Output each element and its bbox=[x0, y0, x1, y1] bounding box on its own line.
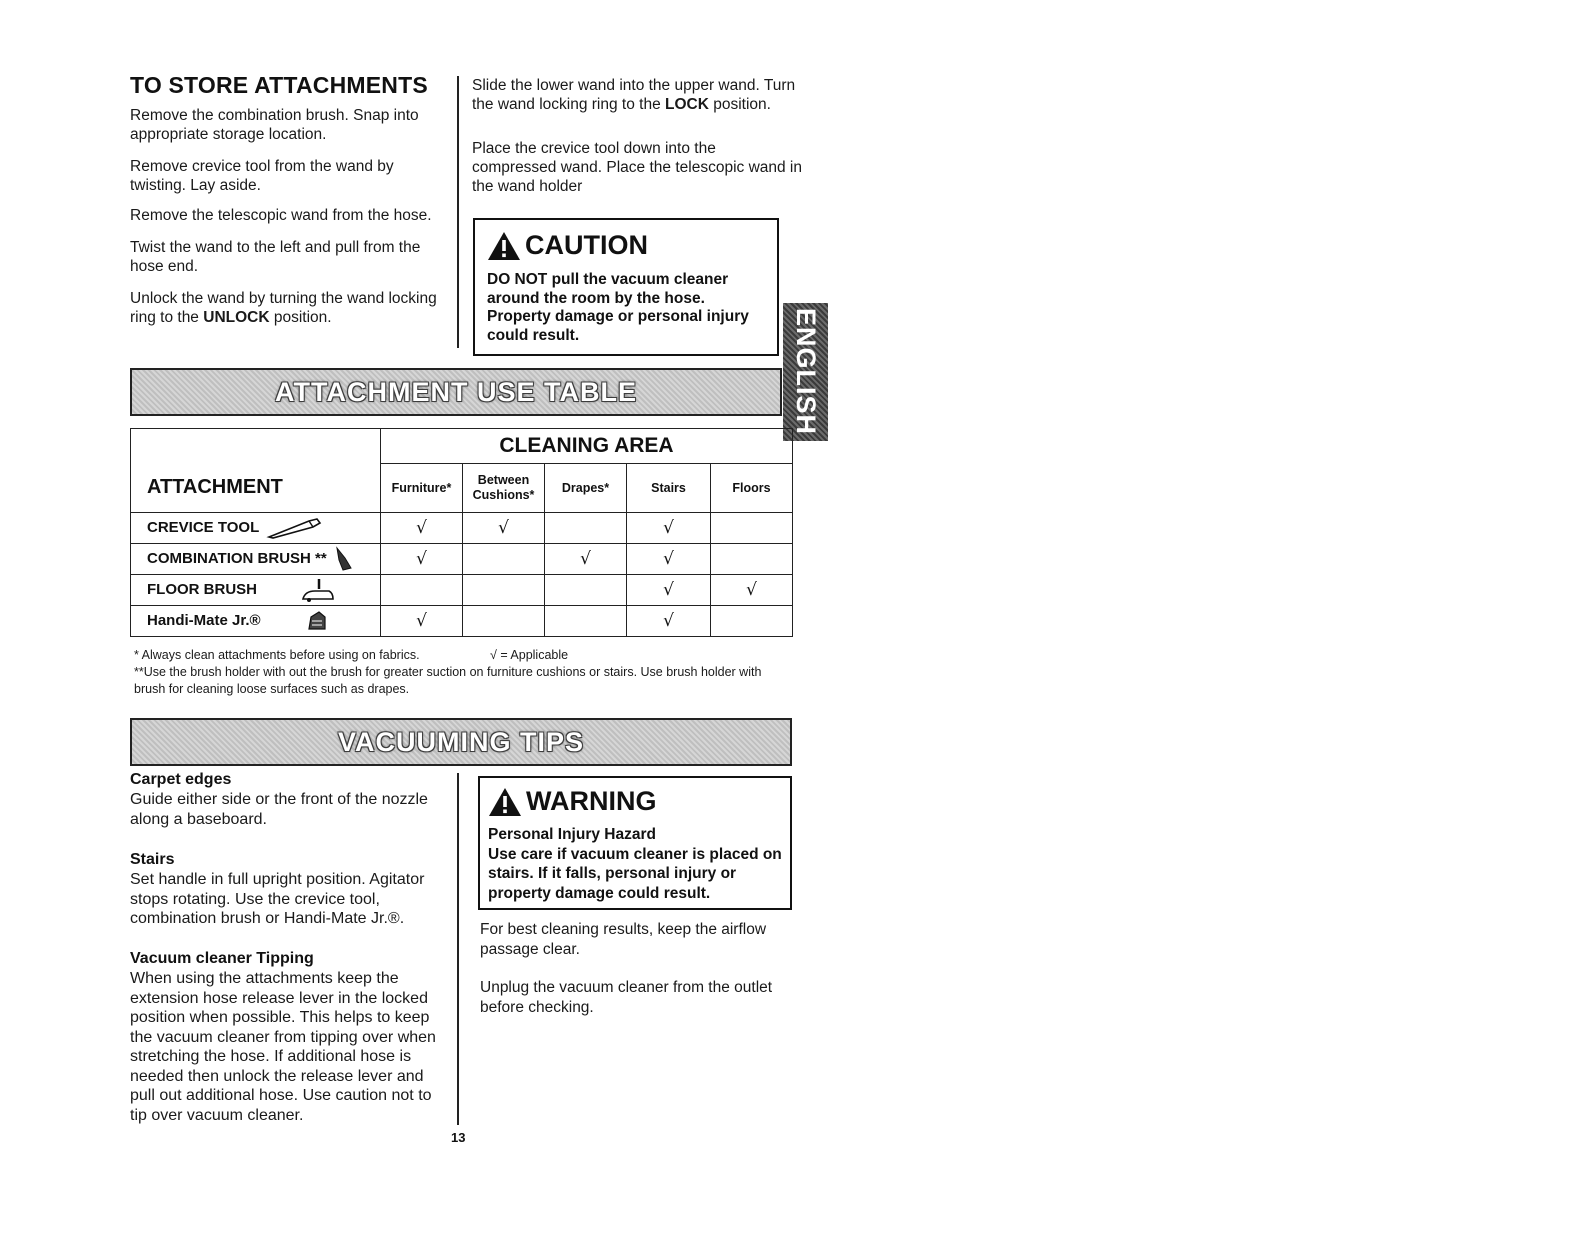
store-step-6-text: Slide the lower wand into the upper wand. Turn the wand locking ring to the bbox=[472, 77, 796, 113]
warning-heading: WARNING bbox=[526, 786, 657, 816]
row-name-cell bbox=[131, 513, 381, 544]
check-cell: √ bbox=[711, 575, 793, 606]
vacuuming-tips-banner-label: VACUUMING TIPS bbox=[337, 726, 584, 757]
tip-carpet-title: Carpet edges bbox=[130, 771, 232, 788]
page-number: 13 bbox=[451, 1130, 466, 1145]
attachment-table-banner bbox=[130, 368, 782, 416]
tip-stairs bbox=[130, 850, 450, 929]
tip-stairs-title: Stairs bbox=[130, 851, 175, 868]
floor-brush-icon bbox=[301, 577, 335, 603]
warning-heading-row bbox=[488, 786, 782, 817]
check-cell bbox=[381, 575, 463, 606]
check-cell bbox=[545, 606, 627, 637]
row-name: Handi-Mate Jr.® bbox=[147, 611, 261, 629]
column-header-between-cushions: Between Cushions* bbox=[463, 464, 545, 513]
check-cell bbox=[711, 606, 793, 637]
tip-stairs-text: Set handle in full upright position. Agitator stops rotating. Use the crevice tool, combination brush or Handi-Mate Jr.®. bbox=[130, 871, 425, 927]
store-step-2: Remove crevice tool from the wand by twisting. Lay aside. bbox=[130, 158, 394, 194]
unplug-text: Unplug the vacuum cleaner from the outlet before checking. bbox=[480, 979, 773, 1016]
check-cell bbox=[545, 513, 627, 544]
attachment-header: ATTACHMENT bbox=[131, 464, 381, 513]
cleaning-area-header: CLEANING AREA bbox=[381, 429, 793, 464]
footnote-brush-holder: **Use the brush holder with out the brush for greater suction on furniture cushions or stairs. Use brush holder with brush for cleaning loose surfaces such as drapes. bbox=[134, 665, 762, 696]
tip-tipping bbox=[130, 949, 450, 1125]
store-step-5 bbox=[130, 289, 450, 327]
column-divider bbox=[457, 76, 459, 348]
column-header-furniture: Furniture* bbox=[381, 464, 463, 513]
warning-box bbox=[478, 776, 792, 910]
check-cell bbox=[711, 513, 793, 544]
store-step-6-end: position. bbox=[708, 96, 771, 113]
row-name: COMBINATION BRUSH ** bbox=[147, 549, 327, 567]
store-step-6 bbox=[472, 76, 802, 114]
row-name-cell bbox=[131, 606, 381, 637]
caution-box bbox=[473, 218, 779, 356]
check-cell: √ bbox=[627, 513, 711, 544]
store-step-7: Place the crevice tool down into the compressed wand. Place the telescopic wand in the wand holder bbox=[472, 140, 802, 195]
check-cell bbox=[545, 575, 627, 606]
column-header-stairs: Stairs bbox=[627, 464, 711, 513]
tip-carpet-edges bbox=[130, 770, 450, 829]
table-corner bbox=[131, 429, 381, 464]
tip-carpet-text: Guide either side or the front of the nozzle along a baseboard. bbox=[130, 791, 428, 828]
store-step-5-end: position. bbox=[269, 309, 332, 326]
check-cell: √ bbox=[627, 575, 711, 606]
attachment-use-table bbox=[130, 428, 793, 637]
row-name: CREVICE TOOL bbox=[147, 518, 260, 536]
footnote-fabrics: * Always clean attachments before using on fabrics. bbox=[134, 648, 420, 662]
check-cell bbox=[463, 544, 545, 575]
row-name: FLOOR BRUSH bbox=[147, 580, 257, 598]
store-step-3: Remove the telescopic wand from the hose. bbox=[130, 207, 432, 224]
warning-triangle-icon bbox=[487, 231, 521, 261]
column-divider bbox=[457, 773, 459, 1125]
table-row bbox=[131, 606, 793, 637]
row-name-cell bbox=[131, 575, 381, 606]
warning-triangle-icon bbox=[488, 787, 522, 817]
row-name-cell bbox=[131, 544, 381, 575]
check-cell: √ bbox=[627, 606, 711, 637]
caution-heading: CAUTION bbox=[525, 230, 648, 260]
table-header-row bbox=[131, 429, 793, 464]
vacuuming-tips-banner bbox=[130, 718, 792, 766]
combination-brush-icon bbox=[333, 546, 355, 572]
handi-mate-icon bbox=[305, 609, 329, 633]
footnote-legend: √ = Applicable bbox=[490, 648, 569, 662]
language-tab bbox=[783, 303, 828, 441]
column-header-floors: Floors bbox=[711, 464, 793, 513]
caution-heading-row bbox=[487, 230, 767, 261]
check-cell bbox=[463, 575, 545, 606]
column-header-drapes: Drapes* bbox=[545, 464, 627, 513]
table-row bbox=[131, 544, 793, 575]
attachment-table-banner-label: ATTACHMENT USE TABLE bbox=[275, 376, 637, 407]
check-cell bbox=[463, 606, 545, 637]
check-cell: √ bbox=[381, 606, 463, 637]
caution-text: DO NOT pull the vacuum cleaner around the room by the hose. Property damage or personal injury could result. bbox=[487, 271, 749, 344]
store-step-4: Twist the wand to the left and pull from the hose end. bbox=[130, 239, 421, 275]
table-row bbox=[131, 575, 793, 606]
store-step-1: Remove the combination brush. Snap into appropriate storage location. bbox=[130, 107, 419, 143]
airflow-text: For best cleaning results, keep the airflow passage clear. bbox=[480, 921, 767, 958]
check-cell: √ bbox=[627, 544, 711, 575]
tip-tipping-text: When using the attachments keep the extension hose release lever in the locked position when possible. This helps to keep the vacuum cleaner from tipping over when stretching the hose. If additional hose is needed then unlock the release lever and pull out additional hose. Use caution not to tip over vacuum cleaner. bbox=[130, 970, 436, 1124]
crevice-tool-icon bbox=[265, 517, 325, 539]
check-cell: √ bbox=[545, 544, 627, 575]
table-column-row bbox=[131, 464, 793, 513]
check-cell: √ bbox=[381, 513, 463, 544]
warning-text-block bbox=[488, 825, 782, 903]
check-cell: √ bbox=[381, 544, 463, 575]
check-cell: √ bbox=[463, 513, 545, 544]
tip-tipping-title: Vacuum cleaner Tipping bbox=[130, 950, 314, 967]
table-row bbox=[131, 513, 793, 544]
store-attachments-title: TO STORE ATTACHMENTS bbox=[130, 72, 428, 98]
unlock-keyword: UNLOCK bbox=[203, 309, 270, 326]
warning-subtitle: Personal Injury Hazard bbox=[488, 826, 656, 843]
check-cell bbox=[711, 544, 793, 575]
store-step-5-text: Unlock the wand by turning the wand locking ring to the bbox=[130, 290, 437, 326]
lock-keyword: LOCK bbox=[665, 96, 709, 113]
language-tab-label: ENGLISH bbox=[791, 308, 821, 436]
warning-text: Use care if vacuum cleaner is placed on stairs. If it falls, personal injury or property damage could result. bbox=[488, 845, 782, 902]
